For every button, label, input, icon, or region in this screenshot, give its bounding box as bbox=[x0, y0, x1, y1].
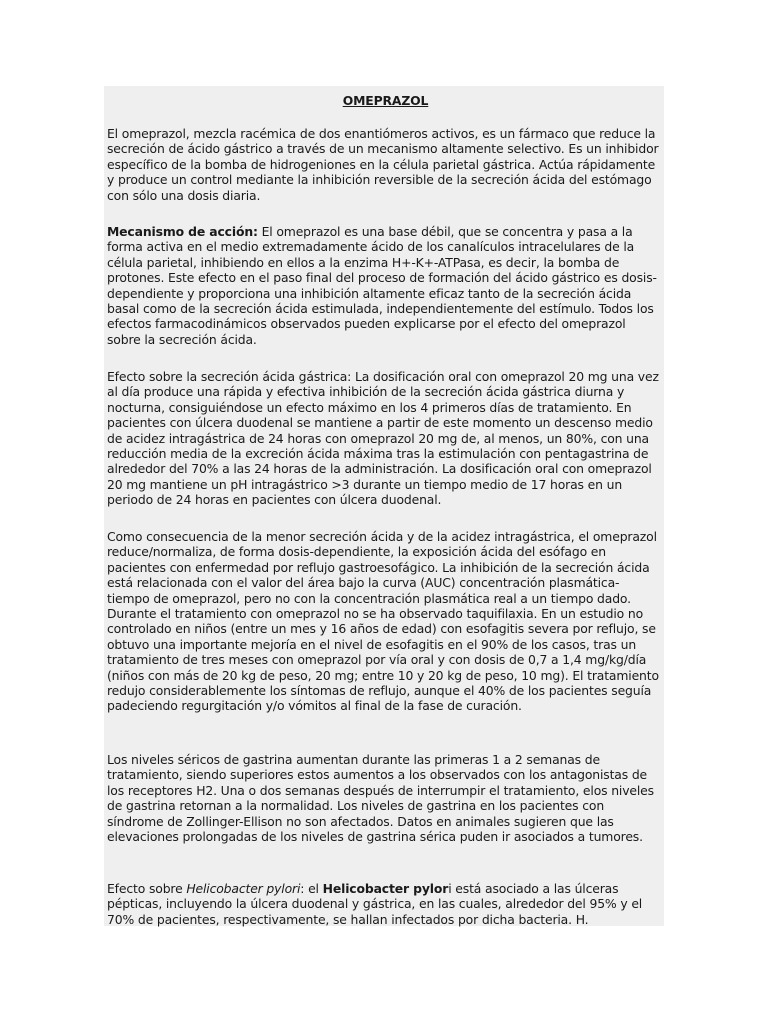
helicobacter-bold: Helicobacter pylor bbox=[322, 881, 449, 896]
helicobacter-colon: : el bbox=[300, 881, 323, 896]
intro-paragraph: El omeprazol, mezcla racémica de dos enantiómeros activos, es un fármaco que reduce la secreción de ácido gástrico a través de un mecanismo altamente selectivo. Es un inhibidor específico de la bomba de hidrogeniones en la célula parietal gástrica. Actúa rápidamente y produce un control mediante la inhibición reversible de la secreción ácida del estómago con sólo una dosis diaria. bbox=[107, 126, 659, 203]
mechanism-body: El omeprazol es una base débil, que se concentra y pasa a la forma activa en el medio extremadamente ácido de los canalículos intracelulares de la célula parietal, inhibiendo en ellos a la enzima H+-K+-ATPasa, es decir, la bomba de protones. Este efecto en el paso final del proceso de formación del ácido gástrico es dosis-dependiente y proporciona una inhibición altamente eficaz tanto de la secreción ácida basal como de la secreción ácida estimulada, independientemente del estímulo. Todos los efectos farmacodinámicos observados pueden explicarse por el efecto del omeprazol sobre la secreción ácida. bbox=[107, 224, 657, 347]
helicobacter-paragraph bbox=[107, 881, 659, 927]
helicobacter-intro: Efecto sobre bbox=[107, 881, 187, 896]
helicobacter-body: i está asociado a las úlceras pépticas, incluyendo la úlcera duodenal y gástrica, en las cuales, alrededor del 95% y el 70% de pacientes, respectivamente, se hallan infectados por dicha bacteria. H. bbox=[107, 881, 643, 927]
mechanism-heading: Mecanismo de acción: bbox=[107, 224, 258, 239]
gastrin-paragraph: Los niveles séricos de gastrina aumentan durante las primeras 1 a 2 semanas de tratamiento, siendo superiores estos aumentos a los observados con los antagonistas de los receptores H2. Una o dos semanas después de interrumpir el tratamiento, elos niveles de gastrina retornan a la normalidad. Los niveles de gastrina en los pacientes con síndrome de Zollinger-Ellison no son afectados. Datos en animales sugieren que las elevaciones prolongadas de los niveles de gastrina sérica puden ir asociados a tumores. bbox=[107, 752, 654, 845]
gastric-acid-effect-paragraph: Efecto sobre la secreción ácida gástrica: La dosificación oral con omeprazol 20 mg una vez al día produce una rápida y efectiva inhibición de la secreción ácida gástrica diurna y nocturna, consiguiéndose un efecto máximo en los 4 primeros días de tratamiento. En pacientes con úlcera duodenal se mantiene a partir de este momento un descenso medio de acidez intragástrica de 24 horas con omeprazol 20 mg de, al menos, un 80%, con una reducción media de la excreción ácida máxima tras la estimulación con pentagastrina de alrededor del 70% a las 24 horas de la administración. La dosificación oral con omeprazol 20 mg mantiene un pH intragástrico >3 durante un tiempo medio de 17 horas en un periodo de 24 horas en pacientes con úlcera duodenal. bbox=[107, 369, 659, 508]
document-body bbox=[104, 86, 664, 926]
helicobacter-italic: Helicobacter pylori bbox=[186, 881, 301, 896]
reflux-paragraph: Como consecuencia de la menor secreción ácida y de la acidez intragástrica, el omeprazol reduce/normaliza, de forma dosis-dependiente, la exposición ácida del esófago en pacientes con enfermedad por reflujo gastroesofágico. La inhibición de la secreción ácida está relacionada con el valor del área bajo la curva (AUC) concentración plasmática-tiempo de omeprazol, pero no con la concentración plasmática real a un tiempo dado. Durante el tratamiento con omeprazol no se ha observado taquifilaxia. En un estudio no controlado en niños (entre un mes y 16 años de edad) con esofagitis severa por reflujo, se obtuvo una importante mejoría en el nivel de esofagitis en el 90% de los casos, tras un tratamiento de tres meses con omeprazol por vía oral y con dosis de 0,7 a 1,4 mg/kg/día (niños con más de 20 kg de peso, 20 mg; entre 10 y 20 kg de peso, 10 mg). El tratamiento redujo considerablemente los síntomas de reflujo, aunque el 40% de los pacientes seguía padeciendo regurgitación y/o vómitos al final de la fase de curación. bbox=[107, 529, 659, 714]
mechanism-paragraph bbox=[107, 224, 659, 347]
document-title: OMEPRAZOL bbox=[342, 93, 429, 108]
